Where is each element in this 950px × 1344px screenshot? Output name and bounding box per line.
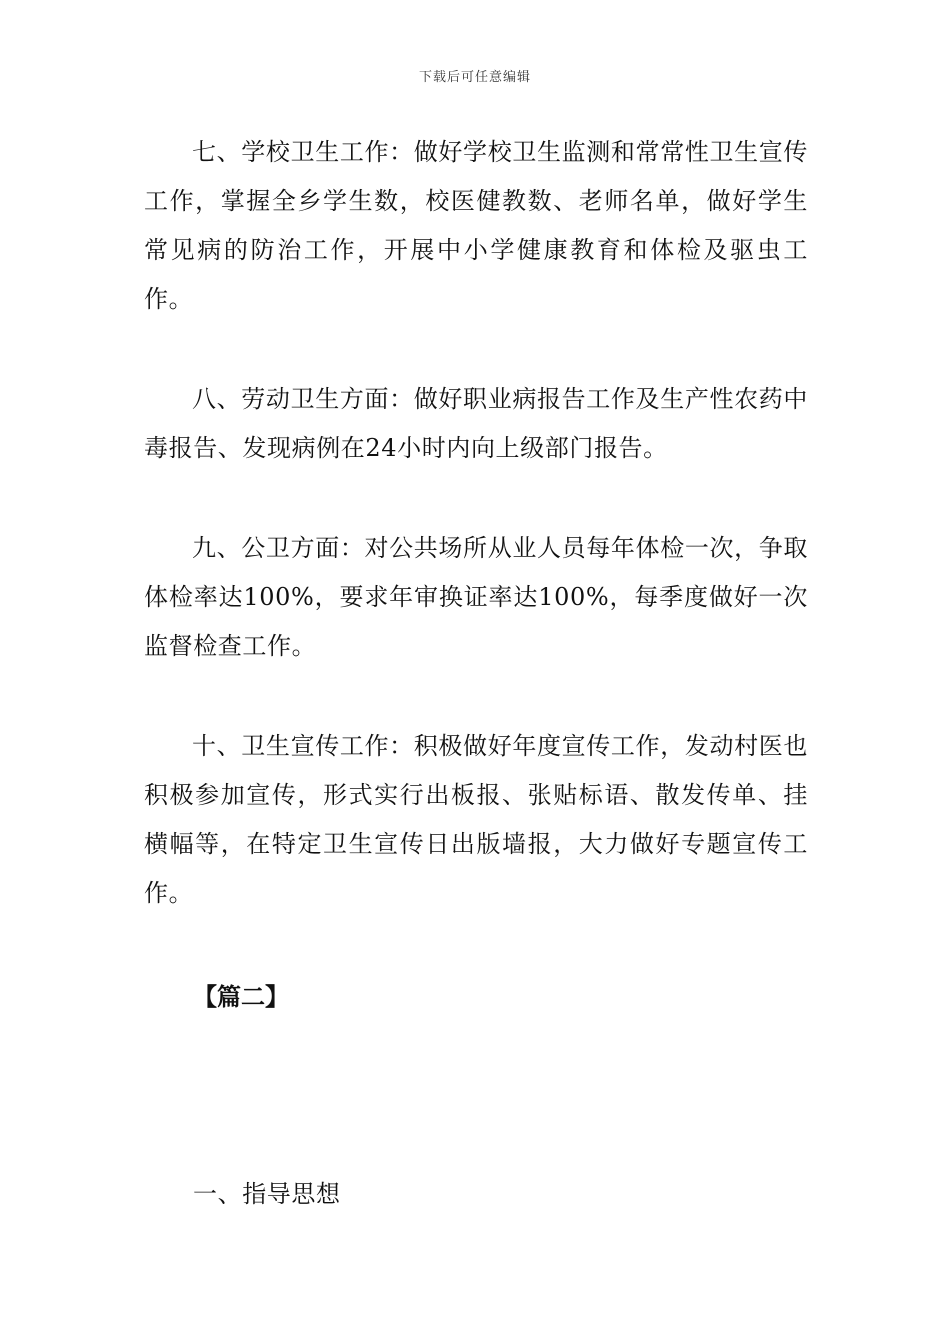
editable-notice: 下载后可任意编辑 <box>418 70 531 85</box>
section-mark: 【篇二】 <box>193 982 289 1011</box>
paragraph-school-health: 七、学校卫生工作：做好学校卫生监测和常常性卫生宣传工作，掌握全乡学生数，校医健教数、老师名单，做好学生常见病的防治工作，开展中小学健康教育和体检及驱虫工作。 <box>144 138 808 313</box>
paragraph-public-health: 九、公卫方面：对公共场所从业人员每年体检一次，争取体检率达100%，要求年审换证率达100%，每季度做好一次监督检查工作。 <box>144 534 808 660</box>
section-heading: 一、指导思想 <box>193 1180 341 1208</box>
paragraph-health-promotion: 十、卫生宣传工作：积极做好年度宣传工作，发动村医也积极参加宣传，形式实行出板报、张贴标语、散发传单、挂横幅等，在特定卫生宣传日出版墙报，大力做好专题宣传工作。 <box>144 732 808 907</box>
paragraph-labor-health: 八、劳动卫生方面：做好职业病报告工作及生产性农药中毒报告、发现病例在24小时内向上级部门报告。 <box>144 385 808 462</box>
